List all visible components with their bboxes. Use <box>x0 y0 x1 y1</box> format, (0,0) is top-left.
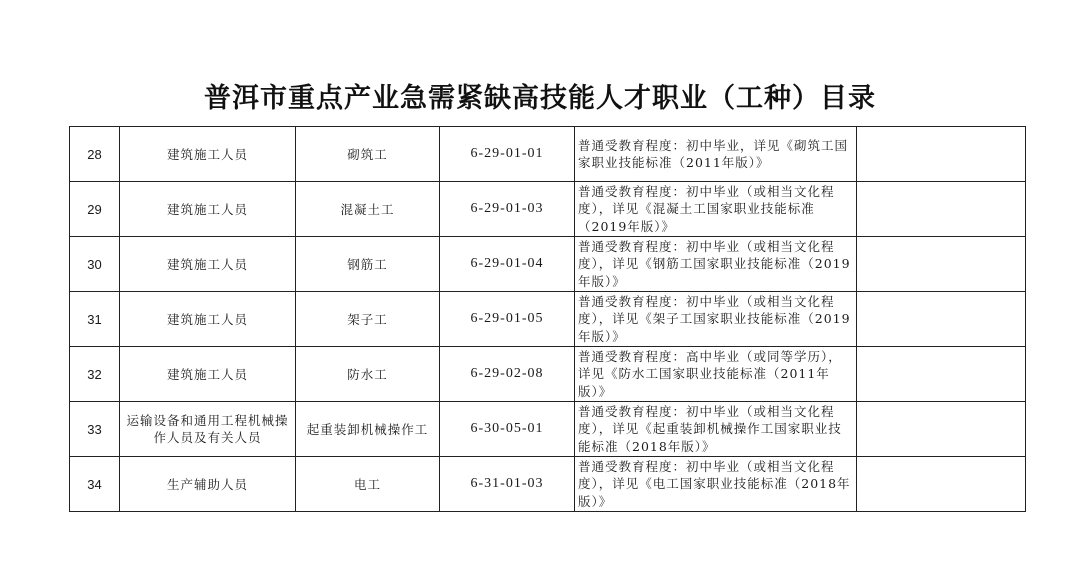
occupation-cell: 电工 <box>296 457 440 512</box>
table-row <box>70 457 1026 512</box>
occupation-table <box>69 126 1026 512</box>
requirement-cell: 普通受教育程度：初中毕业（或相当文化程度），详见《架子工国家职业技能标准（2019年版）》 <box>575 292 857 347</box>
table-row <box>70 182 1026 237</box>
empty-cell <box>857 347 1026 402</box>
code-cell: 6-30-05-01 <box>440 402 575 457</box>
requirement-cell: 普通受教育程度：初中毕业，详见《砌筑工国家职业技能标准（2011年版）》 <box>575 127 857 182</box>
occupation-table-body <box>70 127 1026 512</box>
table-row <box>70 347 1026 402</box>
code-cell: 6-29-02-08 <box>440 347 575 402</box>
occupation-cell: 混凝土工 <box>296 182 440 237</box>
empty-cell <box>857 182 1026 237</box>
category-cell: 建筑施工人员 <box>120 347 296 402</box>
table-row <box>70 127 1026 182</box>
code-cell: 6-29-01-04 <box>440 237 575 292</box>
category-cell: 建筑施工人员 <box>120 127 296 182</box>
occupation-cell: 钢筋工 <box>296 237 440 292</box>
requirement-cell: 普通受教育程度：初中毕业（或相当文化程度），详见《电工国家职业技能标准（2018年版）》 <box>575 457 857 512</box>
occupation-cell: 架子工 <box>296 292 440 347</box>
requirement-cell: 普通受教育程度：初中毕业（或相当文化程度），详见《混凝土工国家职业技能标准（2019年版）》 <box>575 182 857 237</box>
code-cell: 6-29-01-05 <box>440 292 575 347</box>
page-title: 普洱市重点产业急需紧缺高技能人才职业（工种）目录 <box>204 83 876 114</box>
requirement-cell: 普通受教育程度：初中毕业（或相当文化程度），详见《钢筋工国家职业技能标准（2019年版）》 <box>575 237 857 292</box>
row-number: 31 <box>70 292 120 347</box>
category-cell: 生产辅助人员 <box>120 457 296 512</box>
category-cell: 运输设备和通用工程机械操作人员及有关人员 <box>120 402 296 457</box>
code-cell: 6-31-01-03 <box>440 457 575 512</box>
category-cell: 建筑施工人员 <box>120 182 296 237</box>
requirement-cell: 普通受教育程度：初中毕业（或相当文化程度），详见《起重装卸机械操作工国家职业技能标准（2018年版）》 <box>575 402 857 457</box>
row-number: 34 <box>70 457 120 512</box>
row-number: 32 <box>70 347 120 402</box>
empty-cell <box>857 292 1026 347</box>
occupation-cell: 防水工 <box>296 347 440 402</box>
occupation-cell: 砌筑工 <box>296 127 440 182</box>
table-row <box>70 237 1026 292</box>
empty-cell <box>857 237 1026 292</box>
table-row <box>70 402 1026 457</box>
category-cell: 建筑施工人员 <box>120 237 296 292</box>
code-cell: 6-29-01-01 <box>440 127 575 182</box>
code-cell: 6-29-01-03 <box>440 182 575 237</box>
table-row <box>70 292 1026 347</box>
row-number: 33 <box>70 402 120 457</box>
occupation-cell: 起重装卸机械操作工 <box>296 402 440 457</box>
requirement-cell: 普通受教育程度：高中毕业（或同等学历），详见《防水工国家职业技能标准（2011年版）》 <box>575 347 857 402</box>
row-number: 30 <box>70 237 120 292</box>
row-number: 29 <box>70 182 120 237</box>
row-number: 28 <box>70 127 120 182</box>
category-cell: 建筑施工人员 <box>120 292 296 347</box>
empty-cell <box>857 402 1026 457</box>
empty-cell <box>857 457 1026 512</box>
empty-cell <box>857 127 1026 182</box>
